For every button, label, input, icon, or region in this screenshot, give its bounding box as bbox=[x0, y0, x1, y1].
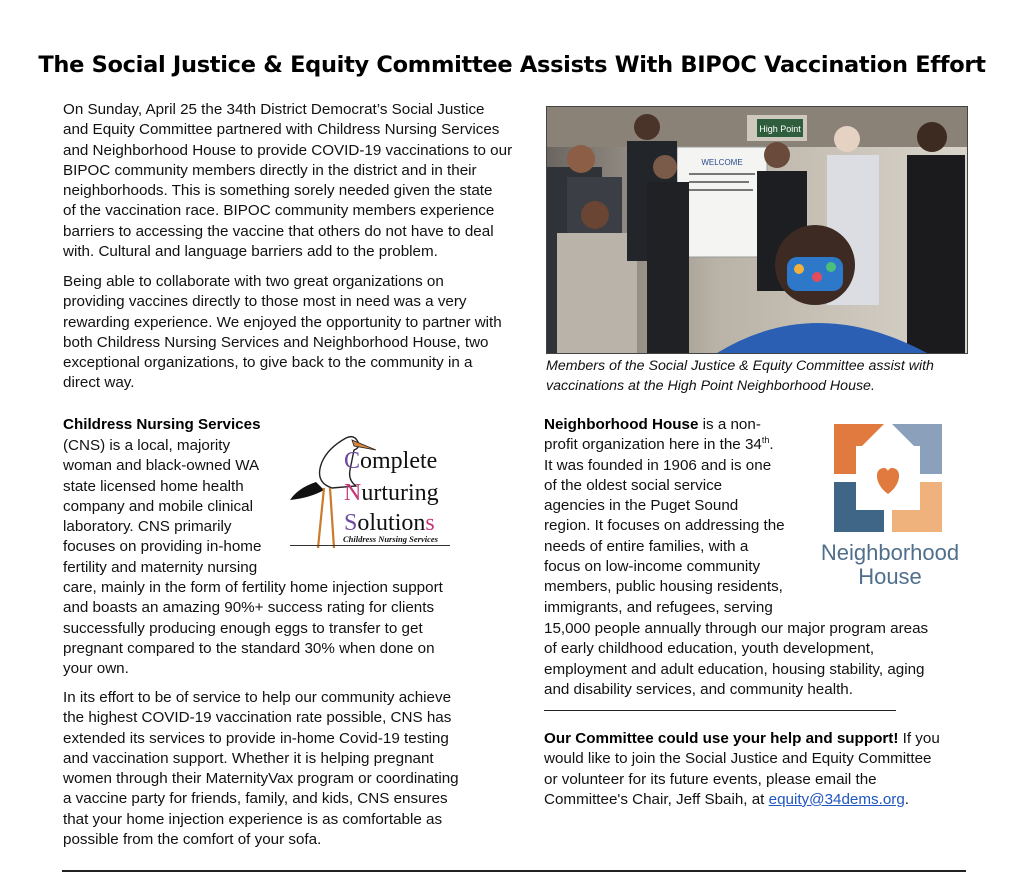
nh-narrow-line: needs of entire families, with a bbox=[544, 537, 749, 555]
cns-paragraph-2 bbox=[63, 688, 533, 850]
cns-wide-line: your own. bbox=[63, 660, 129, 678]
nh-narrow-line: agencies in the Puget Sound bbox=[544, 497, 739, 515]
intro-p1-line: On Sunday, April 25 the 34th District Democrat’s Social Justice bbox=[63, 101, 485, 118]
nh-narrow-line: region. It focuses on addressing the bbox=[544, 517, 785, 535]
intro-p2-line: rewarding experience. We enjoyed the opportunity to partner with bbox=[63, 313, 502, 331]
bottom-rule bbox=[62, 870, 966, 872]
cns-paragraph-1-continued bbox=[63, 578, 533, 679]
cns-logo-line-2: Nurturing bbox=[344, 480, 439, 506]
cns-logo-line-3: Solutions bbox=[344, 510, 435, 536]
nh-narrow-line: It was founded in 1906 and is one bbox=[544, 456, 772, 474]
photo-bg-sign: High Point bbox=[759, 124, 801, 134]
intro-p2-line: Being able to collaborate with two great organizations on bbox=[63, 273, 444, 290]
intro-paragraph-2 bbox=[63, 272, 533, 394]
cns-wide-line: successfully producing enough eggs to transfer to get bbox=[63, 619, 423, 637]
intro-p1-line: and Neighborhood House to provide COVID-19 vaccinations to our bbox=[63, 141, 513, 159]
cns-p2-line: extended its services to provide in-home Covid-19 testing bbox=[63, 729, 449, 747]
cns-p2-line: a vaccine party for friends, family, and kids, CNS ensures bbox=[63, 790, 448, 808]
nh-paragraph-continued bbox=[544, 619, 964, 700]
nh-narrow-line: immigrants, and refugees, serving bbox=[544, 598, 773, 616]
cns-logo-line-1: Complete bbox=[344, 448, 438, 474]
intro-p2-line: direct way. bbox=[63, 374, 135, 392]
cns-wide-line: pregnant compared to the standard 30% when done on bbox=[63, 639, 435, 657]
cns-logo-subtitle: Childress Nursing Services bbox=[343, 534, 438, 544]
photo-welcome-sign: WELCOME bbox=[701, 158, 743, 167]
nh-logo-word-2: House bbox=[858, 564, 922, 589]
cns-wide-line: and boasts an amazing 90%+ success rating for clients bbox=[63, 599, 435, 617]
cns-p2-line: the highest COVID-19 vaccination rate possible, CNS has bbox=[63, 709, 452, 727]
cta-paragraph: Our Committee could use your help and support! If you would like to join the Social Justice and Equity Committee or volunteer for its future events, please email the Committee's Chair, Jeff Sbaih, at equity@34dems.org. bbox=[544, 730, 940, 808]
cns-narrow-line: state licensed home health bbox=[63, 477, 244, 495]
nh-logo-word-1: Neighborhood bbox=[820, 540, 960, 565]
cns-narrow-line: woman and black-owned WA bbox=[63, 457, 260, 475]
intro-p2-line: both Childress Nursing Services and Neighborhood House, two bbox=[63, 333, 489, 351]
intro-p1-line: of the vaccination race. BIPOC community members experience bbox=[63, 202, 495, 220]
nh-narrow-line: focus on low-income community bbox=[544, 558, 761, 576]
cns-p2-line: possible from the comfort of your sofa. bbox=[63, 831, 322, 849]
committee-photo bbox=[546, 106, 968, 354]
cns-narrow-line: laboratory. CNS primarily bbox=[63, 518, 232, 536]
cns-heading: Childress Nursing Services bbox=[63, 416, 261, 433]
cns-p2-line: In its effort to be of service to help our community achieve bbox=[63, 689, 452, 706]
intro-p1-line: BIPOC community members directly in the district and in their bbox=[63, 161, 477, 179]
nh-narrow-line: of the oldest social service bbox=[544, 476, 723, 494]
intro-p1-line: and Equity Committee partnered with Childress Nursing Services bbox=[63, 121, 500, 139]
intro-p1-line: with. Cultural and language barriers add to the problem. bbox=[63, 243, 438, 261]
cns-narrow-line: focuses on providing in-home bbox=[63, 538, 262, 556]
intro-p2-line: providing vaccines directly to those most in need was a very bbox=[63, 293, 467, 311]
cns-logo-rule bbox=[290, 545, 450, 546]
photo-caption: Members of the Social Justice & Equity Committee assist with vaccinations at the High Point Neighborhood House. bbox=[546, 358, 934, 394]
cns-p2-line: that your home injection experience is as comfortable as bbox=[63, 810, 443, 828]
section-divider bbox=[544, 710, 896, 711]
cns-p2-line: and vaccination support. Whether it is helping pregnant bbox=[63, 749, 434, 767]
article-title: The Social Justice & Equity Committee Assists With BIPOC Vaccination Effort bbox=[38, 52, 986, 78]
cns-narrow-line: fertility and maternity nursing bbox=[63, 558, 258, 576]
nh-narrow-line: members, public housing residents, bbox=[544, 578, 783, 596]
intro-p1-line: neighborhoods. This is something sorely needed given the state bbox=[63, 182, 493, 200]
cns-paragraph-1 bbox=[63, 436, 293, 578]
nh-paragraph: Neighborhood House is a non- profit organization here in the 34th. It was founded in 1906 and is one of the oldest social service agencies in the Puget Sound region. It focuses on addressing the needs of entire families, with a focus on low-income community members, public housing residents, immigrants, and refugees, serving bbox=[544, 415, 814, 618]
intro-paragraph-1 bbox=[63, 100, 533, 262]
nh-wide-line: employment and adult education, housing stability, aging bbox=[544, 660, 925, 678]
intro-p2-line: exceptional organizations, to give back to the community in a bbox=[63, 354, 473, 372]
cns-narrow-line: (CNS) is a local, majority bbox=[63, 437, 231, 454]
nh-wide-line: and disability services, and community health. bbox=[544, 680, 853, 698]
cns-p2-line: women through their MaternityVax program or coordinating bbox=[63, 770, 459, 788]
nh-wide-line: 15,000 people annually through our major program areas bbox=[544, 620, 929, 637]
neighborhood-house-logo-icon bbox=[834, 424, 942, 532]
intro-p1-line: barriers to accessing the vaccine that others do not have to deal bbox=[63, 222, 494, 240]
cns-wide-line: care, mainly in the form of fertility home injection support bbox=[63, 579, 443, 596]
email-link[interactable]: equity@34dems.org bbox=[768, 790, 905, 808]
nh-wide-line: of early childhood education, youth development, bbox=[544, 640, 875, 658]
cns-narrow-line: company and mobile clinical bbox=[63, 497, 253, 515]
